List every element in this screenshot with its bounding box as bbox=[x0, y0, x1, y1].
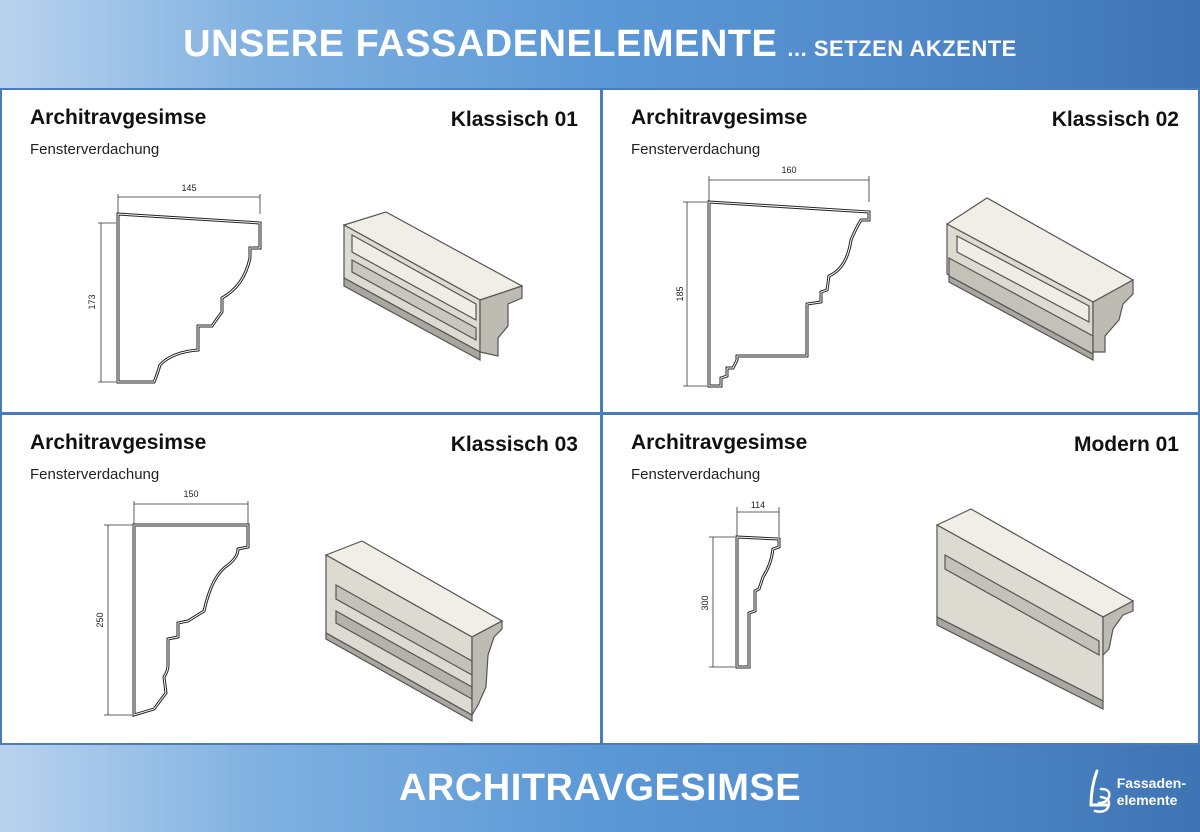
product-name: Klassisch 03 bbox=[450, 433, 578, 456]
product-subcategory: Fensterverdachung bbox=[631, 466, 761, 483]
page-subtitle: ... SETZEN AKZENTE bbox=[787, 36, 1017, 61]
logo-line-1: Fassaden- bbox=[1116, 775, 1186, 791]
product-name: Modern 01 bbox=[1073, 433, 1179, 456]
molding-render bbox=[603, 90, 1199, 412]
product-name: Klassisch 02 bbox=[1051, 108, 1179, 131]
molding-render bbox=[2, 415, 598, 737]
page-title: UNSERE FASSADENELEMENTE bbox=[183, 22, 778, 65]
molding-render bbox=[2, 90, 598, 412]
dimension-width: 114 bbox=[750, 500, 766, 510]
dimension-width: 150 bbox=[183, 489, 199, 499]
product-subcategory: Fensterverdachung bbox=[30, 141, 160, 158]
dimension-width: 160 bbox=[781, 165, 797, 175]
dimension-height: 250 bbox=[95, 612, 105, 628]
footer-title: ARCHITRAVGESIMSE bbox=[398, 767, 802, 809]
logo-icon bbox=[1083, 767, 1115, 817]
product-subcategory: Fensterverdachung bbox=[631, 141, 761, 158]
product-category: Architravgesimse bbox=[631, 106, 808, 129]
product-name: Klassisch 01 bbox=[450, 108, 578, 131]
product-card-klassisch-03[interactable] bbox=[2, 415, 598, 737]
product-category: Architravgesimse bbox=[631, 431, 808, 454]
logo-line-2: elemente bbox=[1116, 792, 1178, 808]
dimension-height: 173 bbox=[87, 294, 97, 310]
product-card-modern-01[interactable] bbox=[603, 415, 1199, 737]
dimension-width: 145 bbox=[181, 183, 197, 193]
page-header bbox=[0, 0, 1200, 88]
product-card-klassisch-02[interactable] bbox=[603, 90, 1199, 412]
product-grid bbox=[0, 88, 1200, 745]
product-category: Architravgesimse bbox=[30, 431, 207, 454]
dimension-height: 300 bbox=[700, 595, 710, 611]
dimension-height: 185 bbox=[675, 286, 685, 302]
page-footer bbox=[0, 745, 1200, 832]
product-subcategory: Fensterverdachung bbox=[30, 466, 160, 483]
molding-render bbox=[603, 415, 1199, 737]
logo-text bbox=[1117, 775, 1186, 809]
product-category: Architravgesimse bbox=[30, 106, 207, 129]
product-card-klassisch-01[interactable] bbox=[2, 90, 598, 412]
brand-logo[interactable] bbox=[1083, 767, 1186, 817]
